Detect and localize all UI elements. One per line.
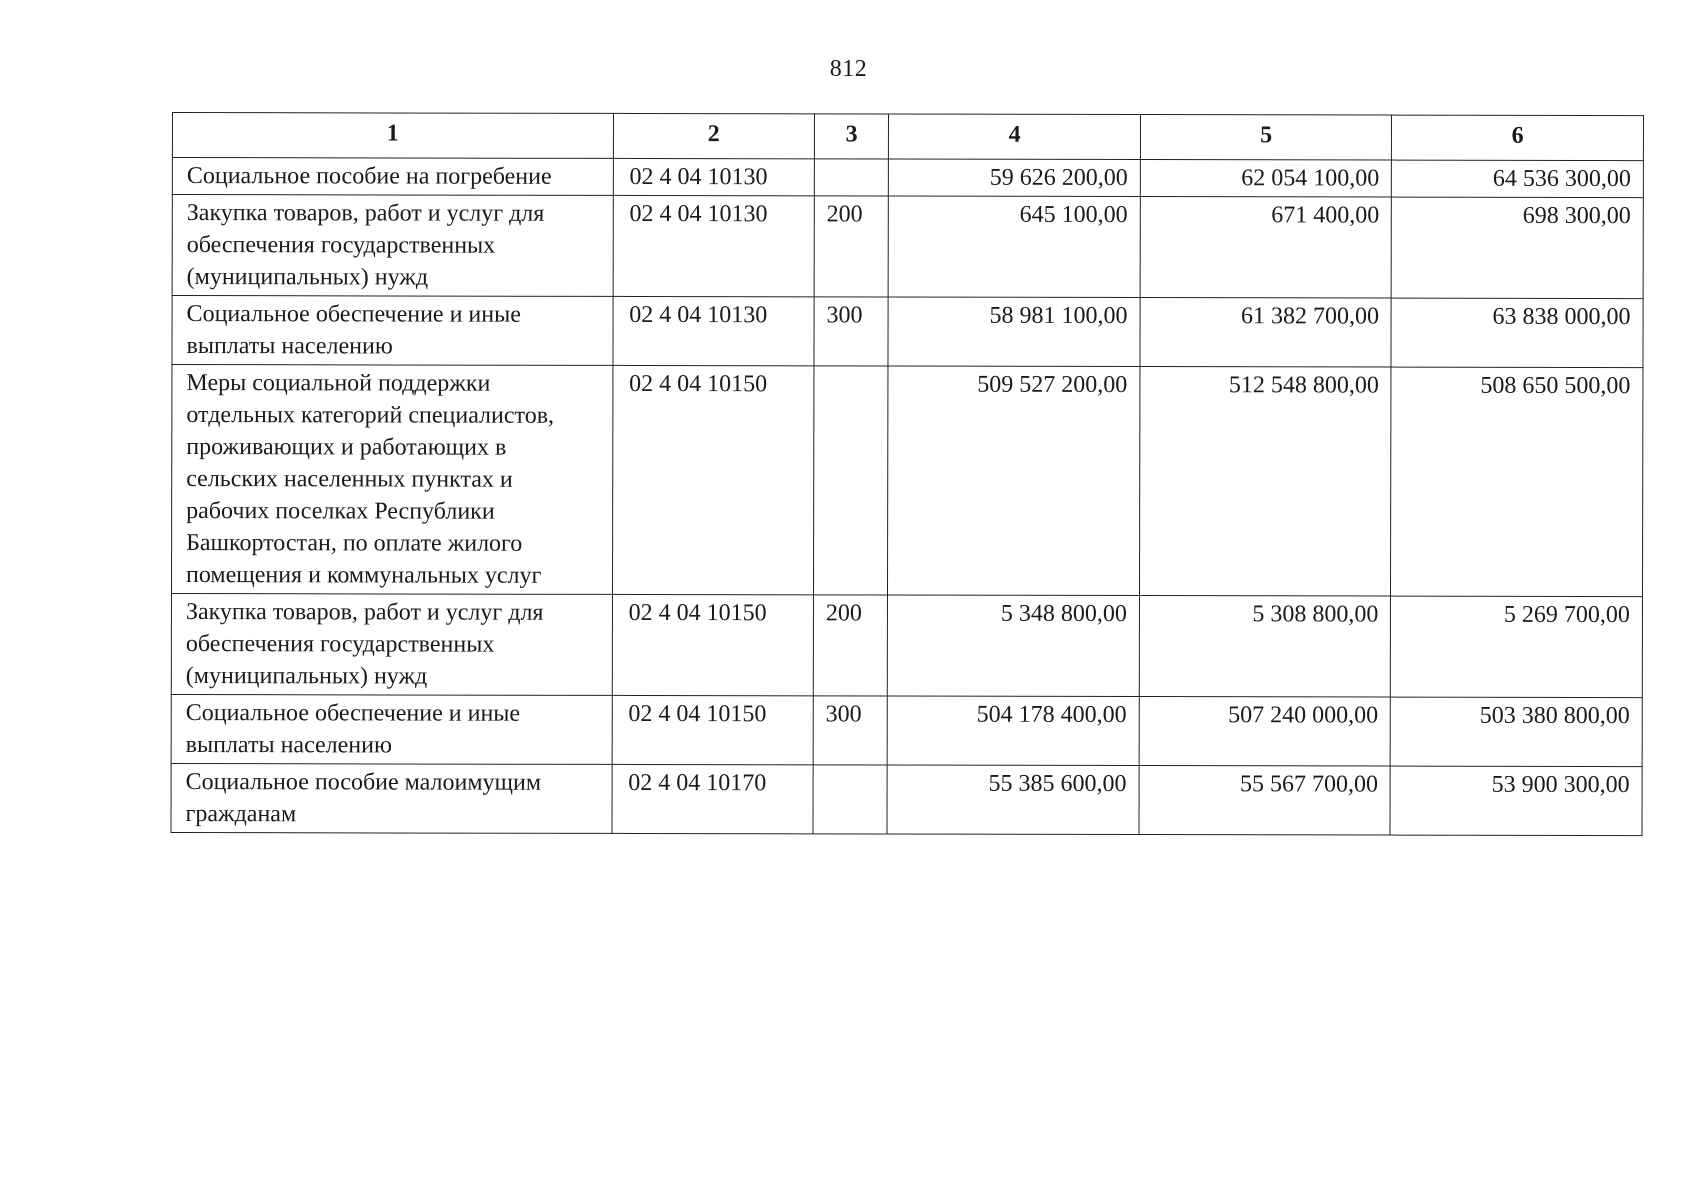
row-name: Меры социальной поддержки отдельных категорий специалистов, проживающих и работающих в сельских населенных пунктах и рабочих поселках Республики Башкортостан, по оплате жилого помещения и коммунальных услуг: [171, 365, 612, 595]
row-code: 02 4 04 10170: [612, 764, 813, 833]
row-year1: 645 100,00: [888, 196, 1140, 298]
header-col-year1: 4: [889, 114, 1141, 160]
row-type: [813, 765, 888, 834]
row-year3: 53 900 300,00: [1390, 766, 1642, 836]
row-year3: 508 650 500,00: [1391, 367, 1643, 597]
row-code: 02 4 04 10130: [613, 195, 814, 296]
row-year1: 58 981 100,00: [888, 297, 1140, 367]
row-year2: 61 382 700,00: [1140, 298, 1392, 368]
row-code: 02 4 04 10130: [613, 158, 814, 195]
row-year3: 63 838 000,00: [1391, 298, 1643, 368]
row-type: 200: [813, 595, 888, 696]
header-col-year3: 6: [1392, 115, 1644, 161]
row-name: Социальное пособие малоимущим гражданам: [171, 763, 612, 833]
row-year2: 507 240 000,00: [1139, 697, 1391, 767]
row-year1: 59 626 200,00: [889, 159, 1141, 197]
table-row: [171, 594, 1642, 698]
row-year2: 62 054 100,00: [1140, 160, 1392, 198]
row-code: 02 4 04 10150: [612, 365, 814, 594]
row-year2: 5 308 800,00: [1139, 596, 1391, 698]
header-col-code: 2: [613, 113, 814, 158]
row-year2: 512 548 800,00: [1139, 367, 1391, 597]
header-col-year2: 5: [1140, 115, 1392, 161]
row-code: 02 4 04 10150: [612, 695, 813, 764]
row-year3: 64 536 300,00: [1392, 160, 1644, 198]
table-row: [171, 365, 1642, 597]
row-name: Закупка товаров, работ и услуг для обеспечения государственных (муниципальных) нужд: [172, 195, 613, 297]
row-year3: 698 300,00: [1392, 197, 1644, 299]
table-row: [172, 296, 1643, 368]
header-col-name: 1: [172, 113, 613, 159]
row-year3: 503 380 800,00: [1391, 697, 1643, 767]
row-name: Закупка товаров, работ и услуг для обеспечения государственных (муниципальных) нужд: [171, 594, 612, 696]
table-row: [172, 158, 1643, 198]
header-row: [172, 113, 1643, 161]
row-year3: 5 269 700,00: [1391, 596, 1643, 698]
table-header: [172, 113, 1643, 161]
row-name: Социальное пособие на погребение: [172, 158, 613, 196]
row-year1: 5 348 800,00: [888, 595, 1140, 697]
page-number: 812: [829, 56, 868, 82]
budget-table: [170, 112, 1644, 836]
table-row: [171, 694, 1642, 766]
table-body: [171, 158, 1643, 836]
row-name: Социальное обеспечение и иные выплаты населению: [172, 296, 613, 366]
row-type: 300: [813, 696, 888, 765]
row-type: 300: [814, 297, 889, 366]
header-col-type: 3: [814, 114, 889, 159]
table-row: [172, 195, 1643, 299]
row-type: [814, 159, 889, 196]
row-name: Социальное обеспечение и иные выплаты населению: [171, 694, 612, 764]
row-year2: 55 567 700,00: [1139, 766, 1391, 836]
row-type: [813, 366, 888, 595]
table-row: [171, 763, 1642, 835]
row-year1: 504 178 400,00: [887, 696, 1139, 766]
row-year1: 55 385 600,00: [887, 765, 1139, 835]
row-code: 02 4 04 10130: [613, 296, 814, 365]
row-code: 02 4 04 10150: [612, 594, 813, 695]
row-type: 200: [814, 196, 889, 297]
row-year1: 509 527 200,00: [888, 366, 1140, 596]
row-year2: 671 400,00: [1140, 197, 1392, 299]
